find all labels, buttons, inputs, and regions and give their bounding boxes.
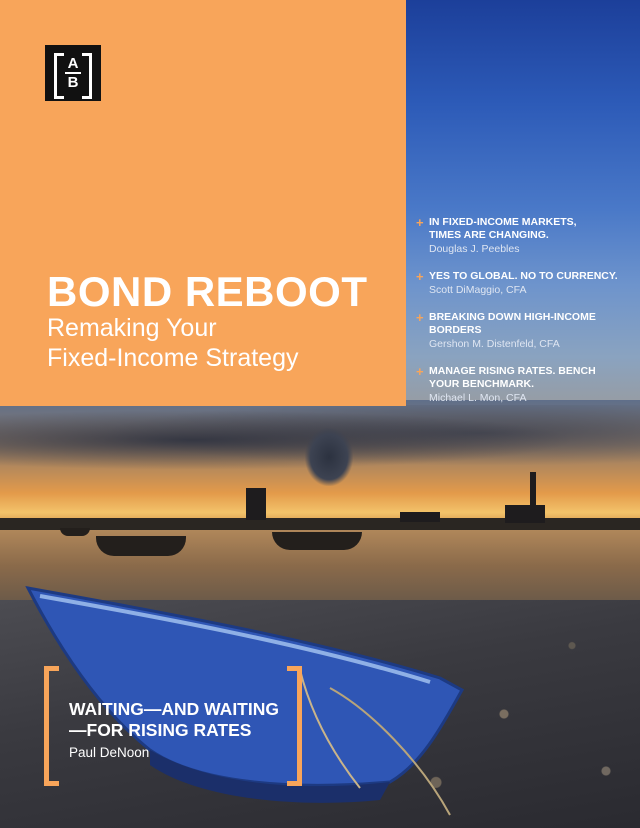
plus-icon: + <box>416 310 424 325</box>
headline-line: YES TO GLOBAL. NO TO CURRENCY. <box>429 270 618 282</box>
feature-headline <box>69 699 289 741</box>
contents-author: Gershon M. Distenfeld, CFA <box>429 338 560 350</box>
feature-headline-line: —FOR RISING RATES <box>69 720 252 740</box>
contents-item <box>416 216 630 256</box>
bracket-right <box>287 666 302 786</box>
moored-boat <box>272 532 362 550</box>
headline-line: BORDERS <box>429 324 482 336</box>
title-panel <box>0 0 406 406</box>
contents-headline <box>429 311 630 337</box>
contents-list <box>416 216 630 419</box>
oil-rig <box>246 488 266 520</box>
ab-logo <box>45 45 101 101</box>
plus-icon: + <box>416 364 424 379</box>
feature-callout <box>44 666 302 780</box>
contents-headline <box>429 270 630 283</box>
cover-subtitle <box>47 313 299 373</box>
headline-line: TIMES ARE CHANGING. <box>429 229 549 241</box>
cover-title: BOND REBOOT <box>47 268 368 315</box>
subtitle-line: Fixed-Income Strategy <box>47 344 299 372</box>
contents-headline <box>429 365 630 391</box>
contents-item <box>416 270 630 297</box>
storm-cloud <box>305 428 353 486</box>
contents-headline <box>429 216 630 242</box>
bracket-left <box>44 666 59 786</box>
headline-line: YOUR BENCHMARK. <box>429 378 534 390</box>
contents-item <box>416 365 630 405</box>
headline-line: BREAKING DOWN HIGH-INCOME <box>429 311 596 323</box>
plus-icon: + <box>416 215 424 230</box>
contents-item <box>416 311 630 351</box>
contents-author: Douglas J. Peebles <box>429 243 520 255</box>
dock <box>400 512 440 522</box>
headline-line: IN FIXED-INCOME MARKETS, <box>429 216 577 228</box>
headline-line: MANAGE RISING RATES. BENCH <box>429 365 596 377</box>
contents-author: Michael L. Mon, CFA <box>429 392 527 404</box>
moored-boat <box>96 536 186 556</box>
ship <box>505 505 545 523</box>
feature-author: Paul DeNoon <box>69 745 150 760</box>
contents-author: Scott DiMaggio, CFA <box>429 284 527 296</box>
logo-letter-a: A <box>67 55 79 72</box>
plus-icon: + <box>416 269 424 284</box>
feature-headline-line: WAITING—AND WAITING <box>69 699 279 719</box>
logo-letter-b: B <box>67 74 79 91</box>
subtitle-line: Remaking Your <box>47 314 217 342</box>
moored-boat <box>60 528 90 536</box>
